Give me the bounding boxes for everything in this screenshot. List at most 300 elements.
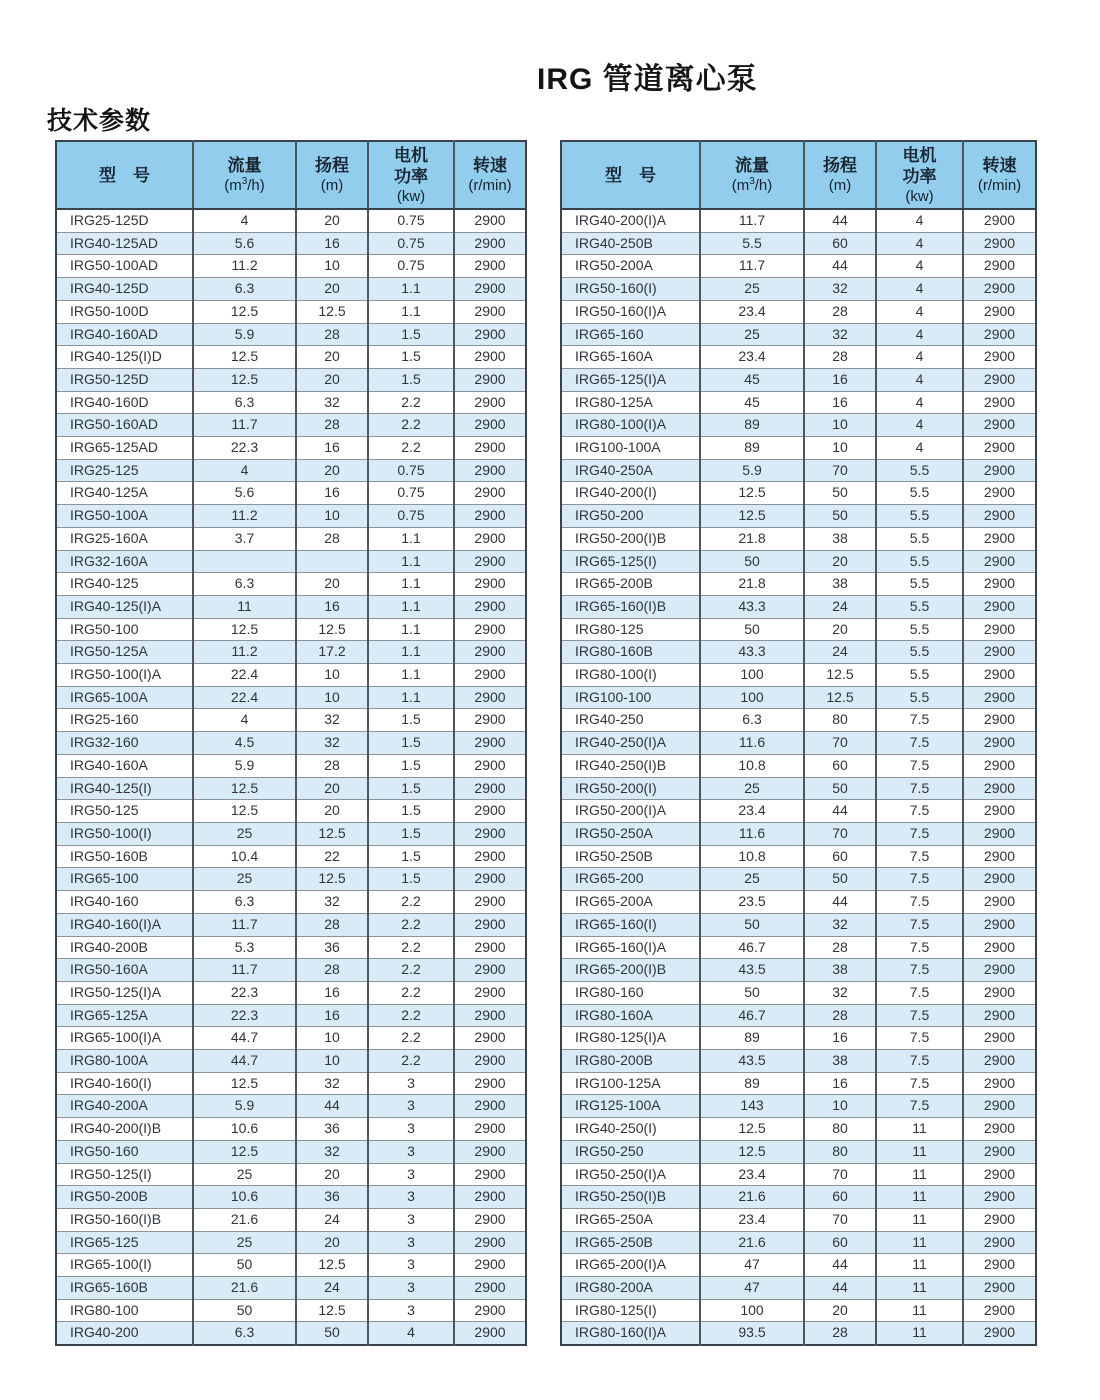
cell-head: 32	[804, 323, 876, 346]
cell-model: IRG80-100(I)A	[561, 414, 700, 437]
cell-head: 16	[296, 1004, 368, 1027]
cell-flow: 6.3	[700, 709, 804, 732]
cell-power: 1.5	[368, 845, 454, 868]
cell-power: 2.2	[368, 437, 454, 460]
cell-head: 20	[804, 550, 876, 573]
cell-speed: 2900	[454, 527, 526, 550]
cell-flow: 22.3	[193, 1004, 296, 1027]
cell-model: IRG65-125(I)A	[561, 368, 700, 391]
cell-model: IRG50-100(I)	[56, 822, 193, 845]
cell-model: IRG50-125A	[56, 641, 193, 664]
cell-model: IRG80-200A	[561, 1277, 700, 1300]
cell-head: 44	[296, 1095, 368, 1118]
cell-speed: 2900	[963, 868, 1036, 891]
cell-power: 4	[876, 209, 963, 232]
cell-model: IRG40-250(I)A	[561, 732, 700, 755]
cell-flow: 11.7	[700, 255, 804, 278]
cell-power: 7.5	[876, 845, 963, 868]
cell-power: 11	[876, 1299, 963, 1322]
cell-flow: 46.7	[700, 936, 804, 959]
cell-head: 16	[804, 391, 876, 414]
cell-flow: 50	[700, 913, 804, 936]
cell-speed: 2900	[963, 845, 1036, 868]
table-row	[561, 1299, 1036, 1322]
cell-power: 1.1	[368, 641, 454, 664]
col-header-head	[804, 141, 876, 209]
cell-model: IRG40-200(I)B	[56, 1118, 193, 1141]
cell-head: 80	[804, 1118, 876, 1141]
table-row	[561, 868, 1036, 891]
cell-head: 70	[804, 1208, 876, 1231]
cell-speed: 2900	[454, 732, 526, 755]
cell-model: IRG65-100(I)A	[56, 1027, 193, 1050]
cell-flow: 25	[700, 278, 804, 301]
cell-speed: 2900	[454, 414, 526, 437]
cell-head: 60	[804, 754, 876, 777]
cell-power: 2.2	[368, 414, 454, 437]
col-header-power	[368, 141, 454, 209]
cell-speed: 2900	[963, 505, 1036, 528]
cell-speed: 2900	[963, 709, 1036, 732]
cell-head: 28	[296, 527, 368, 550]
cell-model: IRG40-125D	[56, 278, 193, 301]
cell-head: 80	[804, 709, 876, 732]
cell-power: 7.5	[876, 1050, 963, 1073]
cell-head: 22	[296, 845, 368, 868]
cell-speed: 2900	[454, 482, 526, 505]
table-row	[561, 595, 1036, 618]
cell-model: IRG40-125(I)D	[56, 346, 193, 369]
col-header-power-label2: 功率	[902, 166, 937, 186]
cell-flow: 5.6	[193, 232, 296, 255]
cell-flow: 11.7	[193, 414, 296, 437]
cell-model: IRG50-200	[561, 505, 700, 528]
cell-power: 7.5	[876, 822, 963, 845]
cell-model: IRG100-100	[561, 686, 700, 709]
cell-head: 70	[804, 1163, 876, 1186]
cell-speed: 2900	[963, 278, 1036, 301]
cell-head: 10	[804, 437, 876, 460]
cell-head: 16	[296, 232, 368, 255]
cell-head: 24	[804, 595, 876, 618]
cell-speed: 2900	[454, 368, 526, 391]
table-row	[561, 414, 1036, 437]
cell-head: 50	[804, 777, 876, 800]
cell-speed: 2900	[454, 1072, 526, 1095]
cell-head: 32	[296, 1072, 368, 1095]
cell-flow: 4	[193, 459, 296, 482]
cell-flow: 5.9	[700, 459, 804, 482]
cell-model: IRG80-200B	[561, 1050, 700, 1073]
cell-head: 12.5	[296, 1254, 368, 1277]
cell-head: 16	[296, 437, 368, 460]
cell-head: 28	[804, 346, 876, 369]
cell-flow: 50	[193, 1254, 296, 1277]
cell-flow: 12.5	[700, 505, 804, 528]
cell-head: 32	[804, 981, 876, 1004]
table-row	[56, 959, 526, 982]
table-row	[561, 1163, 1036, 1186]
cell-power: 3	[368, 1277, 454, 1300]
cell-flow: 43.5	[700, 959, 804, 982]
table-row	[56, 754, 526, 777]
table-row	[56, 1140, 526, 1163]
cell-power: 11	[876, 1231, 963, 1254]
cell-model: IRG40-125(I)A	[56, 595, 193, 618]
cell-flow: 100	[700, 686, 804, 709]
cell-flow: 5.9	[193, 754, 296, 777]
cell-model: IRG50-200A	[561, 255, 700, 278]
cell-power: 7.5	[876, 959, 963, 982]
cell-head: 12.5	[804, 686, 876, 709]
table-row	[56, 573, 526, 596]
table-row	[561, 550, 1036, 573]
cell-speed: 2900	[454, 959, 526, 982]
cell-head: 20	[296, 368, 368, 391]
cell-flow: 25	[193, 822, 296, 845]
cell-power: 3	[368, 1118, 454, 1141]
cell-flow: 5.9	[193, 323, 296, 346]
cell-model: IRG80-160B	[561, 641, 700, 664]
cell-flow: 25	[700, 323, 804, 346]
table-row	[561, 437, 1036, 460]
cell-power: 1.5	[368, 346, 454, 369]
cell-flow: 22.4	[193, 686, 296, 709]
cell-model: IRG40-160(I)	[56, 1072, 193, 1095]
cell-speed: 2900	[963, 1186, 1036, 1209]
cell-model: IRG50-160(I)A	[561, 300, 700, 323]
cell-flow: 6.3	[193, 1322, 296, 1345]
table-row	[56, 482, 526, 505]
cell-model: IRG100-100A	[561, 437, 700, 460]
table-row	[56, 1322, 526, 1345]
cell-power: 7.5	[876, 1095, 963, 1118]
cell-speed: 2900	[963, 527, 1036, 550]
cell-power: 1.5	[368, 777, 454, 800]
cell-flow: 10.4	[193, 845, 296, 868]
cell-head: 20	[296, 777, 368, 800]
table-row	[561, 300, 1036, 323]
table-row	[56, 278, 526, 301]
cell-speed: 2900	[454, 232, 526, 255]
cell-model: IRG50-160(I)B	[56, 1208, 193, 1231]
cell-speed: 2900	[454, 346, 526, 369]
cell-power: 3	[368, 1186, 454, 1209]
cell-head: 28	[804, 1004, 876, 1027]
cell-model: IRG40-125AD	[56, 232, 193, 255]
cell-speed: 2900	[963, 1231, 1036, 1254]
col-header-speed-unit: (r/min)	[977, 177, 1022, 194]
cell-model: IRG40-160	[56, 891, 193, 914]
cell-flow: 6.3	[193, 278, 296, 301]
cell-model: IRG80-100A	[56, 1050, 193, 1073]
cell-power: 11	[876, 1322, 963, 1345]
cell-speed: 2900	[963, 641, 1036, 664]
cell-speed: 2900	[454, 936, 526, 959]
cell-flow: 23.4	[700, 1163, 804, 1186]
table-row	[561, 278, 1036, 301]
cell-power: 7.5	[876, 1004, 963, 1027]
cell-speed: 2900	[963, 754, 1036, 777]
cell-speed: 2900	[963, 686, 1036, 709]
cell-head: 16	[296, 482, 368, 505]
table-row	[561, 664, 1036, 687]
cell-speed: 2900	[454, 1027, 526, 1050]
table-row	[561, 1118, 1036, 1141]
cell-flow: 5.9	[193, 1095, 296, 1118]
cell-power: 3	[368, 1231, 454, 1254]
cell-speed: 2900	[963, 822, 1036, 845]
cell-head: 10	[296, 686, 368, 709]
cell-model: IRG40-200A	[56, 1095, 193, 1118]
cell-model: IRG50-100A	[56, 505, 193, 528]
table-row	[56, 1277, 526, 1300]
table-row	[56, 1208, 526, 1231]
cell-speed: 2900	[963, 346, 1036, 369]
table-row	[561, 1004, 1036, 1027]
table-row	[561, 777, 1036, 800]
cell-model: IRG65-125AD	[56, 437, 193, 460]
cell-speed: 2900	[963, 300, 1036, 323]
cell-power: 7.5	[876, 1072, 963, 1095]
cell-head: 28	[296, 414, 368, 437]
cell-power: 5.5	[876, 664, 963, 687]
cell-model: IRG40-160AD	[56, 323, 193, 346]
col-header-speed-label: 转速	[982, 156, 1017, 175]
col-header-power-label1: 电机	[902, 145, 937, 165]
table-row	[561, 527, 1036, 550]
cell-model: IRG40-200B	[56, 936, 193, 959]
cell-power: 1.5	[368, 822, 454, 845]
cell-flow: 6.3	[193, 891, 296, 914]
cell-head: 50	[804, 868, 876, 891]
cell-flow: 11.2	[193, 641, 296, 664]
cell-flow: 5.5	[700, 232, 804, 255]
cell-flow: 47	[700, 1254, 804, 1277]
cell-model: IRG80-125A	[561, 391, 700, 414]
cell-power: 11	[876, 1277, 963, 1300]
cell-head: 24	[804, 641, 876, 664]
cell-speed: 2900	[454, 323, 526, 346]
col-header-power-label1: 电机	[394, 145, 428, 165]
cell-power: 3	[368, 1095, 454, 1118]
cell-speed: 2900	[963, 414, 1036, 437]
cell-power: 1.5	[368, 368, 454, 391]
table-row	[561, 754, 1036, 777]
cell-power: 4	[876, 300, 963, 323]
table-row	[561, 1027, 1036, 1050]
table-row	[56, 1231, 526, 1254]
cell-model: IRG50-200(I)B	[561, 527, 700, 550]
cell-flow: 25	[700, 777, 804, 800]
cell-model: IRG50-200(I)A	[561, 800, 700, 823]
cell-power: 5.5	[876, 618, 963, 641]
col-header-speed	[963, 141, 1036, 209]
cell-model: IRG40-250	[561, 709, 700, 732]
cell-head: 32	[296, 1140, 368, 1163]
cell-flow: 46.7	[700, 1004, 804, 1027]
cell-speed: 2900	[454, 1299, 526, 1322]
cell-power: 1.5	[368, 709, 454, 732]
cell-speed: 2900	[963, 550, 1036, 573]
page-title: IRG 管道离心泵	[537, 63, 758, 96]
cell-speed: 2900	[963, 1254, 1036, 1277]
cell-flow: 4.5	[193, 732, 296, 755]
cell-model: IRG125-100A	[561, 1095, 700, 1118]
cell-power: 1.5	[368, 868, 454, 891]
cell-flow: 25	[193, 1231, 296, 1254]
cell-model: IRG50-250(I)A	[561, 1163, 700, 1186]
table-row	[56, 1004, 526, 1027]
cell-model: IRG65-160	[561, 323, 700, 346]
cell-flow: 23.4	[700, 300, 804, 323]
cell-power: 2.2	[368, 1050, 454, 1073]
cell-speed: 2900	[963, 1072, 1036, 1095]
table-row	[561, 641, 1036, 664]
cell-model: IRG65-160(I)B	[561, 595, 700, 618]
table-row	[561, 1277, 1036, 1300]
col-header-power-unit: (kw)	[905, 187, 934, 205]
cell-power: 1.5	[368, 754, 454, 777]
cell-speed: 2900	[454, 595, 526, 618]
cell-model: IRG50-100AD	[56, 255, 193, 278]
cell-speed: 2900	[963, 1027, 1036, 1050]
cell-flow: 50	[700, 618, 804, 641]
cell-model: IRG80-125	[561, 618, 700, 641]
table-row	[56, 1072, 526, 1095]
cell-model: IRG32-160	[56, 732, 193, 755]
cell-model: IRG65-125	[56, 1231, 193, 1254]
table-row	[561, 845, 1036, 868]
table-row	[561, 1231, 1036, 1254]
cell-head: 60	[804, 1231, 876, 1254]
table-row	[561, 936, 1036, 959]
cell-head: 10	[804, 414, 876, 437]
cell-speed: 2900	[963, 437, 1036, 460]
spec-table-right	[560, 140, 1037, 1346]
table-row	[56, 641, 526, 664]
cell-head: 16	[804, 368, 876, 391]
cell-speed: 2900	[963, 482, 1036, 505]
cell-flow: 89	[700, 414, 804, 437]
cell-flow: 11	[193, 595, 296, 618]
cell-power: 4	[368, 1322, 454, 1345]
table-row	[56, 732, 526, 755]
cell-power: 1.5	[368, 800, 454, 823]
cell-head: 44	[804, 891, 876, 914]
cell-speed: 2900	[454, 300, 526, 323]
col-header-power-unit: (kw)	[396, 187, 426, 205]
cell-head: 10	[296, 255, 368, 278]
table-row	[561, 573, 1036, 596]
cell-head: 10	[296, 505, 368, 528]
cell-power: 5.5	[876, 505, 963, 528]
table-row	[56, 686, 526, 709]
cell-flow: 93.5	[700, 1322, 804, 1345]
cell-model: IRG50-250(I)B	[561, 1186, 700, 1209]
cell-power: 0.75	[368, 482, 454, 505]
cell-head: 20	[804, 1299, 876, 1322]
cell-model: IRG65-200A	[561, 891, 700, 914]
table-row	[56, 664, 526, 687]
cell-speed: 2900	[454, 1322, 526, 1345]
table-row	[56, 527, 526, 550]
cell-flow: 22.4	[193, 664, 296, 687]
cell-flow: 21.6	[700, 1231, 804, 1254]
table-row	[56, 1027, 526, 1050]
header-row	[56, 141, 526, 209]
cell-speed: 2900	[963, 1322, 1036, 1345]
table-row	[56, 391, 526, 414]
cell-flow: 44.7	[193, 1027, 296, 1050]
cell-model: IRG65-200(I)B	[561, 959, 700, 982]
cell-model: IRG25-125D	[56, 209, 193, 232]
table-row	[56, 981, 526, 1004]
cell-head: 20	[296, 278, 368, 301]
cell-head: 32	[296, 391, 368, 414]
cell-head: 10	[296, 1027, 368, 1050]
cell-speed: 2900	[963, 1050, 1036, 1073]
cell-model: IRG40-125(I)	[56, 777, 193, 800]
cell-speed: 2900	[454, 391, 526, 414]
cell-speed: 2900	[454, 777, 526, 800]
cell-flow: 100	[700, 1299, 804, 1322]
col-header-head-unit: (m)	[828, 177, 852, 194]
cell-flow: 23.4	[700, 800, 804, 823]
table-row	[56, 505, 526, 528]
cell-head: 16	[804, 1027, 876, 1050]
table-body-left	[56, 209, 526, 1345]
cell-head: 28	[804, 936, 876, 959]
cell-power: 11	[876, 1163, 963, 1186]
table-row	[561, 981, 1036, 1004]
cell-power: 11	[876, 1140, 963, 1163]
cell-speed: 2900	[963, 232, 1036, 255]
cell-speed: 2900	[963, 981, 1036, 1004]
cell-power: 5.5	[876, 527, 963, 550]
cell-model: IRG40-250(I)B	[561, 754, 700, 777]
col-header-speed	[454, 141, 526, 209]
cell-power: 4	[876, 278, 963, 301]
cell-power: 2.2	[368, 891, 454, 914]
cell-speed: 2900	[454, 845, 526, 868]
cell-power: 2.2	[368, 1027, 454, 1050]
table-row	[56, 368, 526, 391]
cell-flow: 50	[700, 981, 804, 1004]
cell-flow: 22.3	[193, 437, 296, 460]
cell-speed: 2900	[963, 1163, 1036, 1186]
cell-model: IRG65-100(I)	[56, 1254, 193, 1277]
cell-speed: 2900	[963, 391, 1036, 414]
cell-flow: 6.3	[193, 573, 296, 596]
cell-model: IRG40-160(I)A	[56, 913, 193, 936]
cell-model: IRG50-160B	[56, 845, 193, 868]
table-row	[561, 323, 1036, 346]
cell-speed: 2900	[454, 437, 526, 460]
cell-model: IRG50-100D	[56, 300, 193, 323]
cell-speed: 2900	[963, 664, 1036, 687]
cell-flow: 12.5	[193, 346, 296, 369]
table-row	[561, 209, 1036, 232]
table-row	[56, 777, 526, 800]
table-row	[561, 1322, 1036, 1345]
cell-head: 10	[296, 1050, 368, 1073]
cell-speed: 2900	[963, 255, 1036, 278]
cell-model: IRG50-160(I)	[561, 278, 700, 301]
cell-speed: 2900	[963, 595, 1036, 618]
cell-power: 2.2	[368, 959, 454, 982]
table-row	[56, 936, 526, 959]
